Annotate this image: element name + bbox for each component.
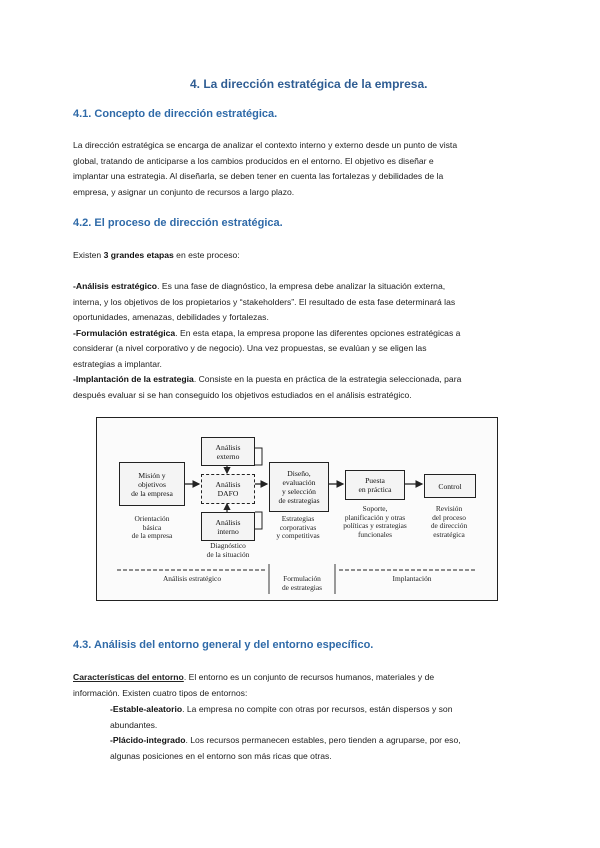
box-text: objetivos (138, 479, 166, 489)
box-text: y selección (282, 487, 316, 496)
label-soporte (337, 505, 413, 539)
box-puesta-en-practica (345, 470, 405, 500)
text-line: considerar (a nivel corporativo y de negocio). Una vez propuestas, se evalúan y se eligen las (73, 343, 427, 353)
text-line: . Los recursos permanecen estables, pero tienden a agruparse, por eso, (185, 735, 461, 745)
stage2-title: -Formulación estratégica (73, 327, 176, 338)
box-text: de estrategias (278, 496, 320, 505)
box-text: Análisis (215, 442, 241, 452)
label-text: funcionales (357, 529, 393, 539)
text-line: información. Existen cuatro tipos de entornos: (73, 687, 248, 698)
entorno-title: Características del entorno (73, 672, 184, 682)
type1-title: -Estable-aleatorio (110, 704, 183, 714)
phase-analisis: Análisis estratégico (162, 574, 222, 583)
box-analisis-dafo (201, 474, 255, 504)
label-text: planificación y otras (344, 512, 406, 522)
box-text: DAFO (217, 489, 239, 498)
text-line: estrategias a implantar. (73, 358, 162, 369)
intro-pre: Existen (73, 250, 104, 260)
label-text: Revisión (435, 504, 463, 513)
phase-formulacion (269, 575, 335, 592)
label-diagnostico (195, 542, 261, 559)
text-line: . El entorno es un conjunto de recursos humanos, materiales y de (183, 672, 435, 682)
box-analisis-externo (201, 437, 255, 466)
type2-title: -Plácido-integrado (110, 735, 186, 745)
label-revision (417, 505, 481, 539)
label-orientacion (117, 515, 187, 541)
box-text: de la empresa (131, 488, 173, 498)
stage3-title: -Implantación de la estrategia (73, 374, 194, 384)
text-line: abundantes. (110, 719, 158, 730)
label-text: políticas y estrategias (343, 521, 407, 531)
label-text: estratégica (433, 529, 465, 539)
label-text: de estrategias (281, 582, 322, 592)
box-text: Control (438, 481, 462, 491)
main-title: 4. La dirección estratégica de la empresa. (190, 77, 428, 91)
box-control (424, 474, 476, 498)
box-analisis-interno (201, 512, 255, 541)
section-4-3-heading: 4.3. Análisis del entorno general y del entorno específico. (73, 639, 374, 651)
label-text: de dirección (430, 521, 468, 531)
text-line: . En esta etapa, la empresa propone las diferentes opciones estratégicas a (175, 327, 461, 338)
text-line: empresa, y asignar un conjunto de recursos a largo plazo. (73, 186, 295, 197)
strategic-process-diagram (96, 417, 498, 601)
phase-implantacion: Implantación (392, 574, 432, 583)
text-line: global, tratando de anticiparse a los cambios producidos en el entorno. El objetivo es diseñar e (73, 155, 434, 166)
text-line: interna, y los objetivos de los propietarios y “stakeholders”. El resultado de esta fase determinará las (73, 296, 456, 307)
text-line: oportunidades, amenazas, debilidades y fortalezas. (73, 312, 269, 322)
text-line: después evaluar si se han conseguido los objetivos estudiados en el análisis estratégico. (73, 389, 412, 400)
label-text: Estrategias (281, 514, 315, 523)
label-estrategias (265, 515, 331, 541)
box-text: Misión y (138, 470, 166, 480)
text-line: La dirección estratégica se encarga de analizar el contexto interno y externo desde un punto de vista (73, 140, 458, 150)
text-line: algunas posiciones en el entorno son más ricas que otras. (110, 750, 332, 761)
box-text: Análisis (215, 480, 241, 489)
label-text: corporativas (279, 522, 317, 532)
text-line: . La empresa no compite con otras por recursos, están dispersos y son (182, 704, 453, 714)
box-text: Análisis (215, 517, 241, 527)
section-4-1-heading: 4.1. Concepto de dirección estratégica. (73, 108, 278, 120)
section-4-2-heading: 4.2. El proceso de dirección estratégica. (73, 217, 283, 229)
bracket-bottom (255, 512, 262, 529)
box-text: en práctica (358, 485, 392, 494)
label-text: Soporte, (362, 504, 388, 513)
label-text: Orientación (134, 514, 170, 523)
section-4-2-intro (73, 248, 533, 264)
text-line: . Consiste en la puesta en práctica de la estrategia seleccionada, para (193, 374, 462, 384)
box-text: Diseño, (287, 469, 311, 478)
label-text: y competitivas (276, 531, 320, 541)
box-text: evaluación (282, 478, 316, 487)
box-text: externo (216, 451, 240, 461)
text-line: implantar una estrategia. Al diseñarla, se deben tener en cuenta las fortalezas y debilidades de la (73, 171, 444, 181)
section-4-2-stages (73, 279, 533, 403)
label-text: de la empresa (131, 531, 173, 541)
box-text: interno (217, 526, 239, 536)
box-mision (119, 462, 185, 506)
section-4-3-paragraph (73, 670, 533, 701)
label-text: del proceso (432, 512, 466, 522)
intro-bold: 3 grandes etapas (103, 250, 174, 260)
section-4-1-paragraph (73, 138, 533, 200)
label-text: básica (142, 522, 162, 532)
entorno-types-list (110, 702, 530, 764)
label-text: de la situación (206, 549, 250, 559)
label-text: Formulación (283, 574, 321, 583)
intro-post: en este proceso: (173, 250, 240, 260)
bracket-top (255, 448, 262, 465)
text-line: . Es una fase de diagnóstico, la empresa debe analizar la situación externa, (157, 281, 446, 291)
label-text: Diagnóstico (210, 541, 246, 550)
box-text: Puesta (365, 476, 385, 485)
box-diseno (269, 462, 329, 512)
stage1-title: -Análisis estratégico (73, 281, 158, 291)
